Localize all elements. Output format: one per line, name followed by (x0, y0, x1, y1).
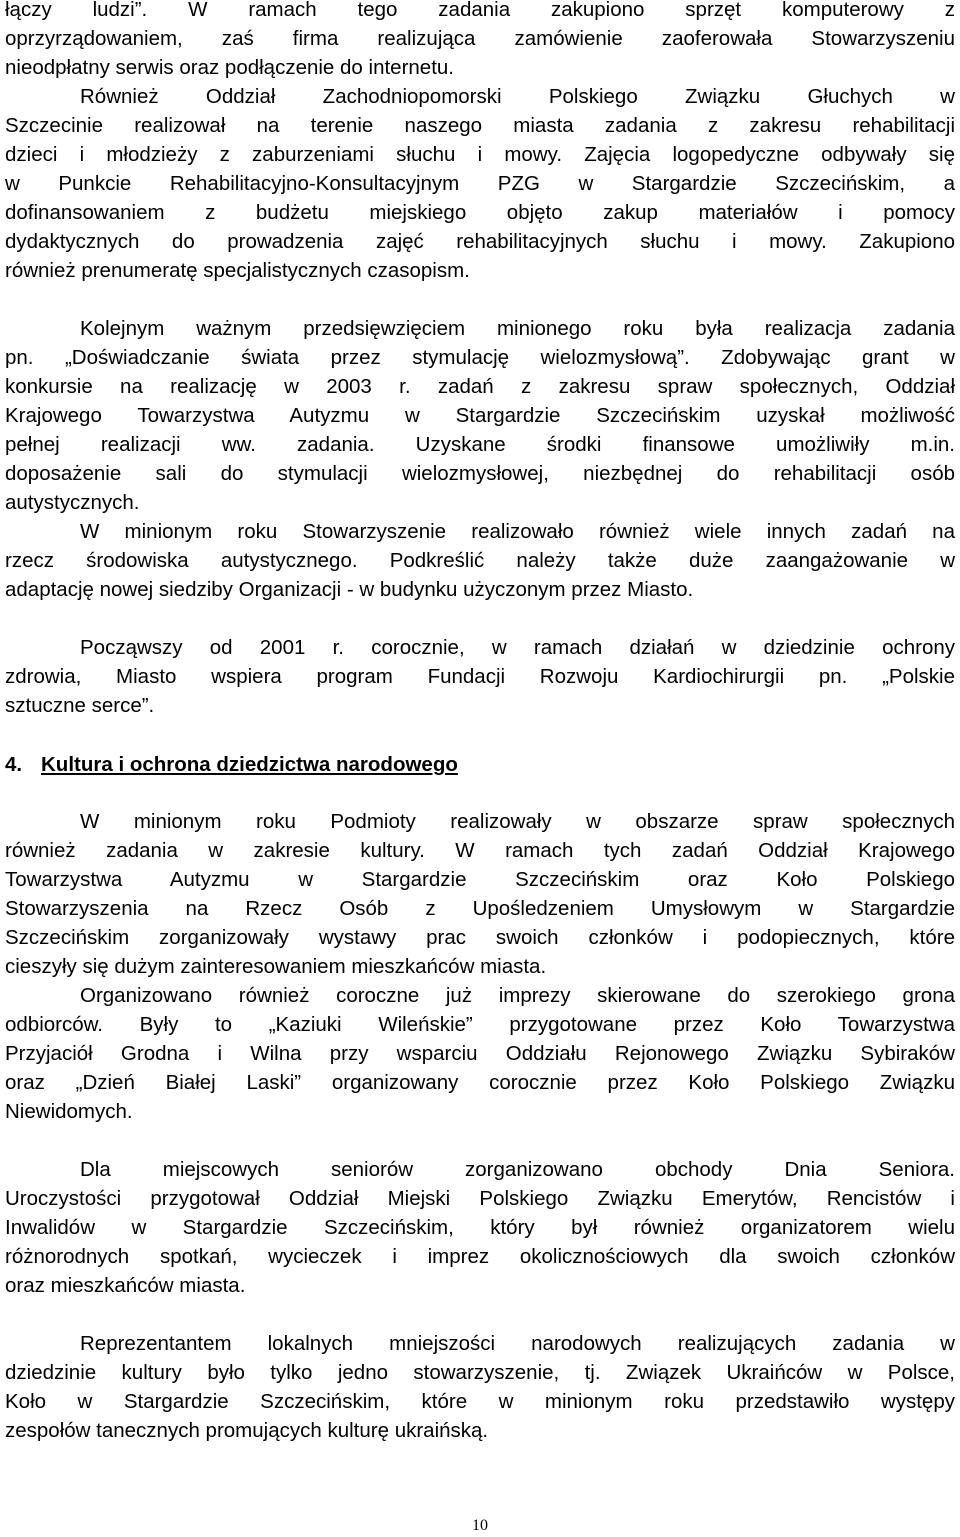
text-line: Reprezentantem lokalnych mniejszości narodowych realizujących zadania w (80, 1332, 955, 1355)
text-line: oprzyrządowaniem, zaś firma realizująca zamówienie zaoferowała Stowarzyszeniu (5, 27, 955, 50)
text-line: zdrowia, Miasto wspiera program Fundacji Rozwoju Kardiochirurgii pn. „Polskie (5, 665, 955, 688)
text-line: Towarzystwa Autyzmu w Stargardzie Szczecińskim oraz Koło Polskiego (5, 868, 955, 891)
text-line: rzecz środowiska autystycznego. Podkreślić należy także duże zaangażowanie w (5, 549, 955, 572)
text-line: Kolejnym ważnym przedsięwzięciem minionego roku była realizacja zadania (80, 317, 955, 340)
text-line: oraz mieszkańców miasta. (5, 1274, 246, 1297)
text-line: Stowarzyszenia na Rzecz Osób z Upośledzeniem Umysłowym w Stargardzie (5, 897, 955, 920)
text-line: również zadania w zakresie kultury. W ramach tych zadań Oddział Krajowego (5, 839, 955, 862)
text-line: Koło w Stargardzie Szczecińskim, które w minionym roku przedstawiło występy (5, 1390, 955, 1413)
page-number: 10 (472, 1517, 488, 1534)
text-line: doposażenie sali do stymulacji wielozmysłowej, niezbędnej do rehabilitacji osób (5, 462, 955, 485)
text-line: dydaktycznych do prowadzenia zajęć rehabilitacyjnych słuchu i mowy. Zakupiono (5, 230, 955, 253)
text-line: sztuczne serce”. (5, 694, 155, 717)
text-line: cieszyły się dużym zainteresowaniem mieszkańców miasta. (5, 955, 547, 978)
text-line: Organizowano również coroczne już imprezy skierowane do szerokiego grona (80, 984, 955, 1007)
text-line: zespołów tanecznych promujących kulturę ukraińską. (5, 1419, 489, 1442)
text-line: pn. „Doświadczanie świata przez stymulację wielozmysłową”. Zdobywając grant w (5, 346, 955, 369)
section-title: Kultura i ochrona dziedzictwa narodowego (41, 753, 458, 776)
text-line: różnorodnych spotkań, wycieczek i imprez okolicznościowych dla swoich członków (5, 1245, 955, 1268)
text-line: Również Oddział Zachodniopomorski Polskiego Związku Głuchych w (80, 85, 955, 108)
text-line: W minionym roku Podmioty realizowały w obszarze spraw społecznych (80, 810, 955, 833)
text-line: Inwalidów w Stargardzie Szczecińskim, który był również organizatorem wielu (5, 1216, 955, 1239)
text-line: autystycznych. (5, 491, 140, 514)
text-line: adaptację nowej siedziby Organizacji - w budynku użyczonym przez Miasto. (5, 578, 694, 601)
text-line: Dla miejscowych seniorów zorganizowano obchody Dnia Seniora. (80, 1158, 955, 1181)
text-line: również prenumeratę specjalistycznych czasopism. (5, 259, 470, 282)
text-line: konkursie na realizację w 2003 r. zadań z zakresu spraw społecznych, Oddział (5, 375, 955, 398)
text-line: dzieci i młodzieży z zaburzeniami słuchu i mowy. Zajęcia logopedyczne odbywały się (5, 143, 955, 166)
text-line: Przyjaciół Grodna i Wilna przy wsparciu Oddziału Rejonowego Związku Sybiraków (5, 1042, 955, 1065)
text-line: Szczecińskim zorganizowały wystawy prac swoich członków i podopiecznych, które (5, 926, 955, 949)
text-line: W minionym roku Stowarzyszenie realizowało również wiele innych zadań na (80, 520, 955, 543)
text-line: oraz „Dzień Białej Laski” organizowany corocznie przez Koło Polskiego Związku (5, 1071, 955, 1094)
section-number: 4. (5, 753, 23, 776)
text-line: Niewidomych. (5, 1100, 133, 1123)
text-line: Krajowego Towarzystwa Autyzmu w Stargardzie Szczecińskim uzyskał możliwość (5, 404, 955, 427)
section-heading (5, 752, 458, 778)
text-line: pełnej realizacji ww. zadania. Uzyskane środki finansowe umożliwiły m.in. (5, 433, 955, 456)
text-line: Począwszy od 2001 r. corocznie, w ramach działań w dziedzinie ochrony (80, 636, 955, 659)
text-line: w Punkcie Rehabilitacyjno-Konsultacyjnym PZG w Stargardzie Szczecińskim, a (5, 172, 955, 195)
text-line: dofinansowaniem z budżetu miejskiego objęto zakup materiałów i pomocy (5, 201, 955, 224)
text-line: nieodpłatny serwis oraz podłączenie do internetu. (5, 56, 454, 79)
text-line: łączy ludzi”. W ramach tego zadania zakupiono sprzęt komputerowy z (5, 0, 955, 21)
text-line: odbiorców. Były to „Kaziuki Wileńskie” przygotowane przez Koło Towarzystwa (5, 1013, 955, 1036)
text-line: dziedzinie kultury było tylko jedno stowarzyszenie, tj. Związek Ukraińców w Polsce, (5, 1361, 955, 1384)
text-line: Uroczystości przygotował Oddział Miejski Polskiego Związku Emerytów, Rencistów i (5, 1187, 955, 1210)
text-line: Szczecinie realizował na terenie naszego miasta zadania z zakresu rehabilitacji (5, 114, 955, 137)
